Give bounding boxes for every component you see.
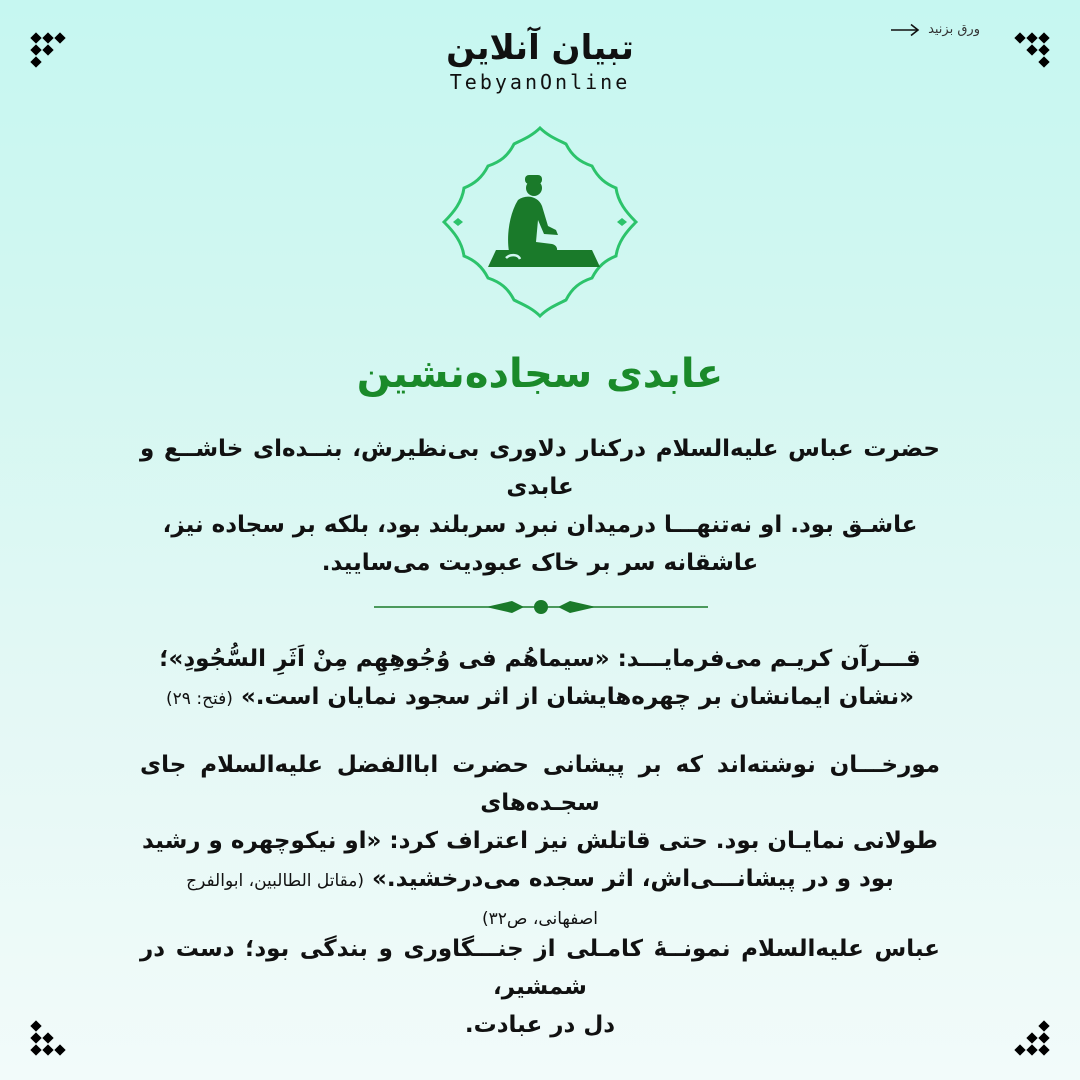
ornamental-divider: [374, 596, 708, 618]
praying-man-icon: [440, 122, 640, 322]
brand-name-en: TebyanOnline: [449, 70, 631, 94]
paragraph-line: طولانی نمایـان بود. حتی قاتلش نیز اعتراف کرد: «او نیکوچهره و رشید: [142, 828, 938, 854]
corner-pattern-icon: [1012, 1018, 1052, 1058]
brand-name-fa: تبیان آنلاین: [446, 28, 634, 68]
brand-logo: [0, 28, 1080, 94]
intro-paragraph: [140, 430, 940, 582]
paragraph-line: عباس علیه‌السلام نمونــهٔ کامـلی از جنـــگاوری و بندگی بود؛ دست در شمشیر،: [140, 936, 940, 1000]
quote-translation: «نشان ایمانشان بر چهره‌هایشان از اثر سجود نمایان است.»: [240, 684, 914, 710]
historians-paragraph: [140, 746, 940, 938]
paragraph-line: مورخـــان نوشته‌اند که بر پیشانی حضرت اباالفضل علیه‌السلام جای سجـده‌های: [140, 752, 940, 816]
swipe-label: ورق بزنید: [928, 22, 980, 37]
paragraph-line: قـــرآن کریـم می‌فرمایـــد: «سیماهُم فی وُجُوهِهِم مِنْ اَثَرِ السُّجُودِ»؛: [159, 646, 921, 672]
paragraph-line: دل در عبادت.: [464, 1012, 616, 1038]
page-title: عابدی سجاده‌نشین: [356, 351, 724, 397]
paragraph-line: [140, 860, 940, 900]
reference: (مقاتل الطالبین، ابوالفرج: [186, 871, 365, 891]
prayer-emblem: [440, 122, 640, 322]
corner-pattern-icon: [28, 1018, 68, 1058]
quote-text: بود و در پیشانـــی‌اش، اثر سجده می‌درخشید.»: [372, 866, 894, 892]
paragraph-line: عاشـق بود. او نه‌تنهـــا درمیدان نبرد سربلند بود، بلکه بر سجاده نیز،: [162, 512, 918, 538]
conclusion-paragraph: [140, 930, 940, 1044]
quran-paragraph: [140, 640, 940, 718]
reference: (فتح: ۲۹): [166, 689, 233, 709]
reference: اصفهانی، ص۳۲): [481, 909, 599, 929]
paragraph-line: عاشقانه سر بر خاک عبودیت می‌سایید.: [321, 550, 759, 576]
paragraph-line: حضرت عباس علیه‌السلام درکنار دلاوری بی‌نظیرش، بنــده‌ای خاشــع و عابدی: [140, 436, 940, 500]
paragraph-line: [140, 678, 940, 718]
